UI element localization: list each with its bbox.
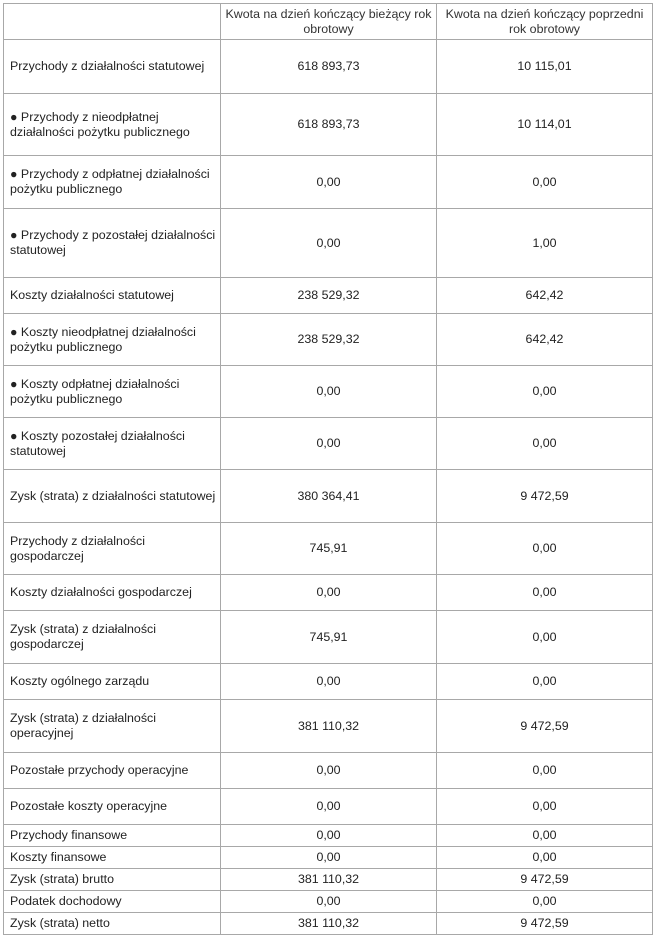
table-row bbox=[4, 470, 653, 523]
current-year-value: 0,00 bbox=[221, 789, 437, 825]
previous-year-value: 0,00 bbox=[437, 156, 653, 209]
table-row bbox=[4, 418, 653, 470]
table-row bbox=[4, 366, 653, 418]
current-year-value: 0,00 bbox=[221, 575, 437, 611]
table-row bbox=[4, 156, 653, 209]
table-row bbox=[4, 913, 653, 935]
current-year-value: 0,00 bbox=[221, 418, 437, 470]
header-current-year: Kwota na dzień kończący bieżący rok obrotowy bbox=[221, 4, 437, 40]
previous-year-value: 642,42 bbox=[437, 278, 653, 314]
table-row bbox=[4, 611, 653, 664]
row-label: ● Przychody z pozostałej działalności statutowej bbox=[4, 209, 221, 278]
table-row bbox=[4, 869, 653, 891]
table-row bbox=[4, 753, 653, 789]
row-label: Koszty działalności gospodarczej bbox=[4, 575, 221, 611]
previous-year-value: 10 114,01 bbox=[437, 94, 653, 156]
row-label: Zysk (strata) brutto bbox=[4, 869, 221, 891]
current-year-value: 381 110,32 bbox=[221, 913, 437, 935]
previous-year-value: 642,42 bbox=[437, 314, 653, 366]
previous-year-value: 0,00 bbox=[437, 418, 653, 470]
current-year-value: 0,00 bbox=[221, 753, 437, 789]
current-year-value: 0,00 bbox=[221, 156, 437, 209]
current-year-value: 745,91 bbox=[221, 611, 437, 664]
row-label: Podatek dochodowy bbox=[4, 891, 221, 913]
header-label-cell bbox=[4, 4, 221, 40]
current-year-value: 0,00 bbox=[221, 366, 437, 418]
table-row bbox=[4, 891, 653, 913]
row-label: ● Koszty pozostałej działalności statutowej bbox=[4, 418, 221, 470]
current-year-value: 381 110,32 bbox=[221, 700, 437, 753]
current-year-value: 618 893,73 bbox=[221, 94, 437, 156]
current-year-value: 381 110,32 bbox=[221, 869, 437, 891]
previous-year-value: 9 472,59 bbox=[437, 470, 653, 523]
row-label: ● Przychody z nieodpłatnej działalności pożytku publicznego bbox=[4, 94, 221, 156]
table-row bbox=[4, 94, 653, 156]
table-row bbox=[4, 314, 653, 366]
row-label: Pozostałe koszty operacyjne bbox=[4, 789, 221, 825]
row-label: Zysk (strata) z działalności statutowej bbox=[4, 470, 221, 523]
previous-year-value: 0,00 bbox=[437, 789, 653, 825]
previous-year-value: 10 115,01 bbox=[437, 40, 653, 94]
previous-year-value: 9 472,59 bbox=[437, 700, 653, 753]
previous-year-value: 0,00 bbox=[437, 825, 653, 847]
row-label: Pozostałe przychody operacyjne bbox=[4, 753, 221, 789]
row-label: Zysk (strata) netto bbox=[4, 913, 221, 935]
row-label: ● Przychody z odpłatnej działalności pożytku publicznego bbox=[4, 156, 221, 209]
table-row bbox=[4, 825, 653, 847]
current-year-value: 380 364,41 bbox=[221, 470, 437, 523]
previous-year-value: 0,00 bbox=[437, 523, 653, 575]
table-row bbox=[4, 523, 653, 575]
header-row bbox=[4, 4, 653, 40]
previous-year-value: 9 472,59 bbox=[437, 913, 653, 935]
current-year-value: 0,00 bbox=[221, 891, 437, 913]
previous-year-value: 0,00 bbox=[437, 664, 653, 700]
row-label: Koszty finansowe bbox=[4, 847, 221, 869]
previous-year-value: 1,00 bbox=[437, 209, 653, 278]
previous-year-value: 0,00 bbox=[437, 611, 653, 664]
previous-year-value: 0,00 bbox=[437, 366, 653, 418]
row-label: ● Koszty odpłatnej działalności pożytku publicznego bbox=[4, 366, 221, 418]
current-year-value: 238 529,32 bbox=[221, 278, 437, 314]
previous-year-value: 0,00 bbox=[437, 753, 653, 789]
table-row bbox=[4, 209, 653, 278]
table-body bbox=[4, 40, 653, 935]
current-year-value: 238 529,32 bbox=[221, 314, 437, 366]
table-row bbox=[4, 40, 653, 94]
current-year-value: 0,00 bbox=[221, 825, 437, 847]
current-year-value: 618 893,73 bbox=[221, 40, 437, 94]
previous-year-value: 0,00 bbox=[437, 575, 653, 611]
row-label: ● Koszty nieodpłatnej działalności pożytku publicznego bbox=[4, 314, 221, 366]
current-year-value: 0,00 bbox=[221, 847, 437, 869]
row-label: Koszty działalności statutowej bbox=[4, 278, 221, 314]
row-label: Przychody finansowe bbox=[4, 825, 221, 847]
row-label: Zysk (strata) z działalności gospodarczej bbox=[4, 611, 221, 664]
row-label: Przychody z działalności statutowej bbox=[4, 40, 221, 94]
current-year-value: 0,00 bbox=[221, 664, 437, 700]
current-year-value: 0,00 bbox=[221, 209, 437, 278]
header-previous-year: Kwota na dzień kończący poprzedni rok obrotowy bbox=[437, 4, 653, 40]
row-label: Przychody z działalności gospodarczej bbox=[4, 523, 221, 575]
table-row bbox=[4, 575, 653, 611]
current-year-value: 745,91 bbox=[221, 523, 437, 575]
row-label: Koszty ogólnego zarządu bbox=[4, 664, 221, 700]
table-row bbox=[4, 664, 653, 700]
table-row bbox=[4, 789, 653, 825]
table-row bbox=[4, 700, 653, 753]
row-label: Zysk (strata) z działalności operacyjnej bbox=[4, 700, 221, 753]
table-row bbox=[4, 278, 653, 314]
previous-year-value: 0,00 bbox=[437, 847, 653, 869]
previous-year-value: 0,00 bbox=[437, 891, 653, 913]
financial-table bbox=[3, 3, 653, 935]
table-row bbox=[4, 847, 653, 869]
previous-year-value: 9 472,59 bbox=[437, 869, 653, 891]
